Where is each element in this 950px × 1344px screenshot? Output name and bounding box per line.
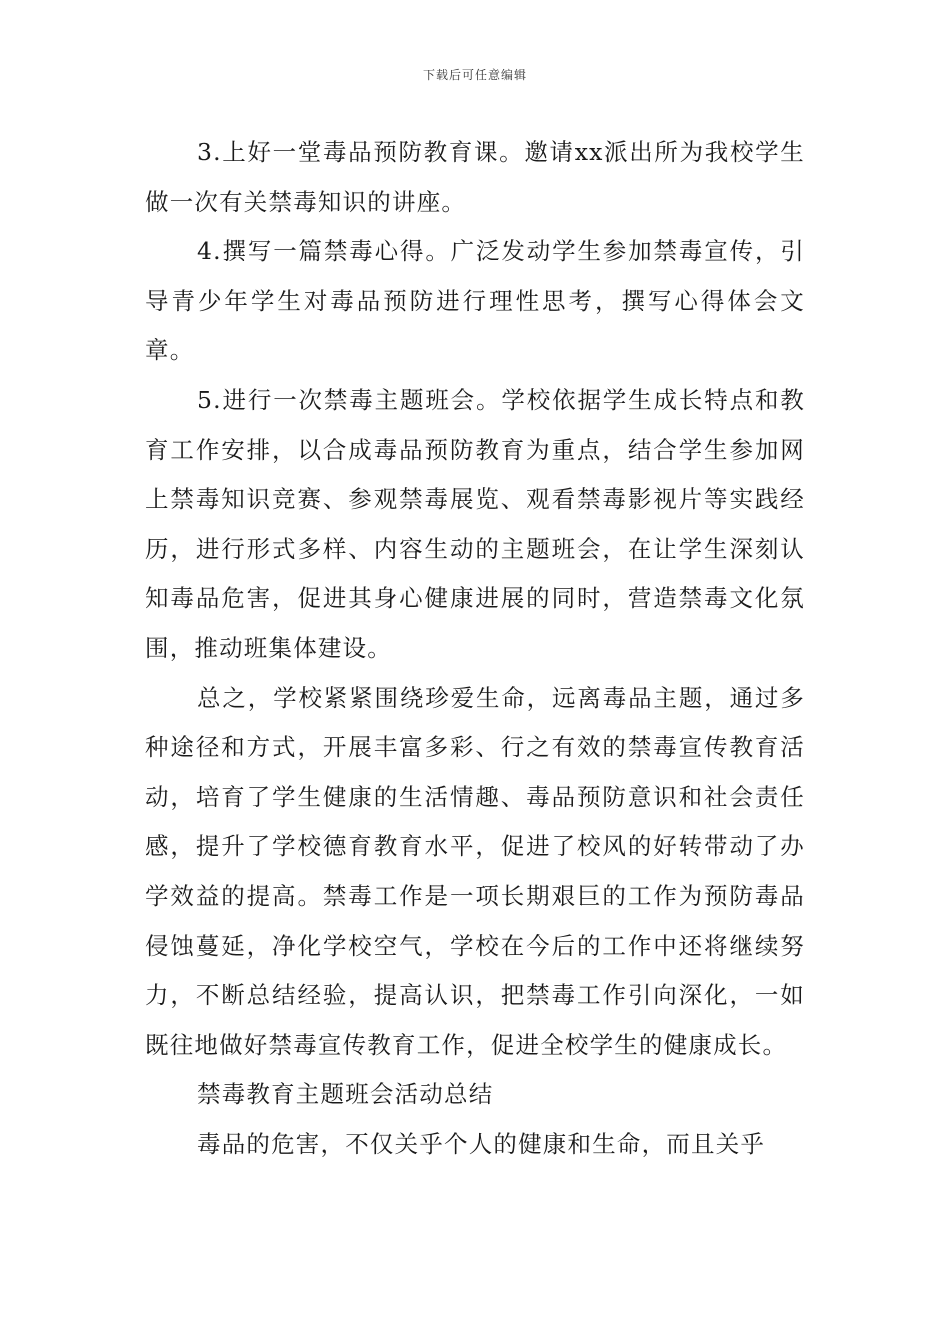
section-title: 禁毒教育主题班会活动总结 — [197, 1080, 494, 1109]
paragraph-item-3: 3.上好一堂毒品预防教育课。邀请xx派出所为我校学生做一次有关禁毒知识的讲座。 — [145, 138, 805, 216]
paragraph-intro: 毒品的危害，不仅关乎个人的健康和生命，而且关乎 — [197, 1129, 766, 1158]
document-body — [145, 128, 805, 1169]
paragraph-item-4: 4.撰写一篇禁毒心得。广泛发动学生参加禁毒宣传，引导青少年学生对毒品预防进行理性思考，撰写心得体会文章。 — [145, 237, 805, 365]
paragraph-summary: 总之，学校紧紧围绕珍爱生命，远离毒品主题，通过多种途径和方式，开展丰富多彩、行之有效的禁毒宣传教育活动，培育了学生健康的生活情趣、毒品预防意识和社会责任感，提升了学校德育教育水平，促进了校风的好转带动了办学效益的提高。禁毒工作是一项长期艰巨的工作为预防毒品侵蚀蔓延，净化学校空气，学校在今后的工作中还将继续努力，不断总结经验，提高认识，把禁毒工作引向深化，一如既往地做好禁毒宣传教育工作，促进全校学生的健康成长。 — [145, 683, 805, 1059]
header-note: 下载后可任意编辑 — [422, 68, 527, 82]
paragraph-item-5: 5.进行一次禁毒主题班会。学校依据学生成长特点和教育工作安排，以合成毒品预防教育为重点，结合学生参加网上禁毒知识竞赛、参观禁毒展览、观看禁毒影视片等实践经历，进行形式多样、内容生动的主题班会，在让学生深刻认知毒品危害，促进其身心健康进展的同时，营造禁毒文化氛围，推动班集体建设。 — [145, 385, 805, 662]
